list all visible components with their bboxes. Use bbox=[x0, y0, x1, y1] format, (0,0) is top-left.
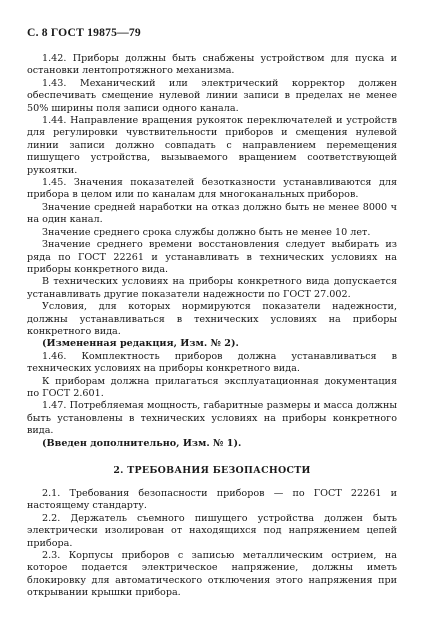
paragraph-conditions: Условия, для которых нормируются показатели надежности, должны устанавливаться в технических условиях на приборы конкретного вида. bbox=[27, 301, 397, 337]
paragraph-1-42: 1.42. Приборы должны быть снабжены устройством для пуска и остановки лентопротяжного механизма. bbox=[27, 53, 397, 77]
amendment-note-1: (Введен дополнительно, Изм. № 1). bbox=[42, 437, 242, 449]
document-page bbox=[27, 26, 397, 600]
paragraph-recovery-time: Значение среднего времени восстановления следует выбирать из ряда по ГОСТ 22261 и устанавливать в технических условиях на приборы конкретного вида. bbox=[27, 239, 397, 275]
section-title: 2. ТРЕБОВАНИЯ БЕЗОПАСНОСТИ bbox=[113, 465, 311, 476]
paragraph-1-44: 1.44. Направление вращения рукояток переключателей и устройств для регулировки чувствительности приборов и смещения нулевой линии записи должно совпадать с направлением перемещения пишущего устройства, вызываемого вращением соответствующей рукоятки. bbox=[27, 115, 397, 176]
paragraph-documentation: К приборам должна прилагаться эксплуатационная документация по ГОСТ 2.601. bbox=[27, 375, 397, 399]
paragraph-mtbf: Значение средней наработки на отказ должно быть не менее 8000 ч на один канал. bbox=[27, 201, 397, 226]
paragraph-service-life: Значение среднего срока службы должно быть не менее 10 лет. bbox=[42, 226, 371, 238]
paragraph-2-1: 2.1. Требования безопасности приборов — по ГОСТ 22261 и настоящему стандарту. bbox=[27, 488, 397, 512]
amendment-note-2: (Измененная редакция, Изм. № 2). bbox=[42, 338, 239, 350]
paragraph-1-47: 1.47. Потребляемая мощность, габаритные размеры и масса должны быть установлены в технических условиях на приборы конкретного вида. bbox=[27, 400, 397, 437]
paragraph-2-2: 2.2. Держатель съемного пишущего устройства должен быть электрически изолирован от находящихся под напряжением цепей прибора. bbox=[27, 512, 397, 549]
page-header: С. 8 ГОСТ 19875—79 bbox=[27, 26, 141, 39]
paragraph-1-46: 1.46. Комплектность приборов должна устанавливаться в технических условиях на приборы конкретного вида. bbox=[27, 350, 397, 375]
paragraph-other-indicators: В технических условиях на приборы конкретного вида допускается устанавливать другие показатели надежности по ГОСТ 27.002. bbox=[27, 276, 397, 300]
paragraph-2-3: 2.3. Корпусы приборов с записью металлическим острием, на которое подается электрическое напряжение, должны иметь блокировку для автоматического отключения этого напряжения при открывании крышки прибора. bbox=[27, 550, 397, 599]
paragraph-1-45: 1.45. Значения показателей безотказности устанавливаются для прибора в целом или по каналам для многоканальных приборов. bbox=[27, 177, 397, 201]
paragraph-1-43: 1.43. Механический или электрический корректор должен обеспечивать смещение нулевой линии записи в пределах не менее 50% ширины поля записи одного канала. bbox=[27, 77, 397, 114]
